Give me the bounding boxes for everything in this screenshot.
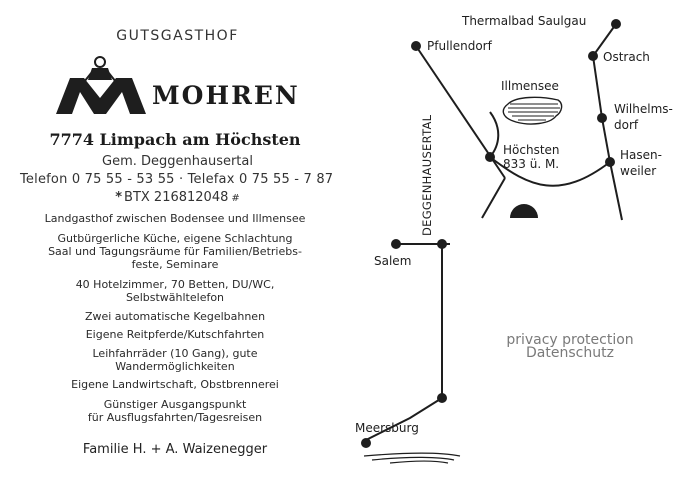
lake-bodensee-shore xyxy=(364,453,460,463)
limpach-hotel-marker xyxy=(510,204,538,218)
feature-line: Zwei automatische Kegelbahnen xyxy=(84,310,266,323)
btx-line xyxy=(0,190,355,205)
road-illmensee-hoechsten xyxy=(490,112,498,157)
hotel-name: MOHREN xyxy=(152,81,300,110)
family-signature: Familie H. + A. Waizenegger xyxy=(82,442,268,457)
dot-wilhelmsdorf xyxy=(597,113,607,123)
feature-line: Selbstwähltelefon xyxy=(125,291,225,304)
feature-line: Eigene Landwirtschaft, Obstbrennerei xyxy=(71,378,279,391)
kicker: GUTSGASTHOF xyxy=(116,28,239,44)
dot-hoechsten xyxy=(485,152,495,162)
dot-deggenhausertal-south xyxy=(437,393,447,403)
location-map xyxy=(350,0,700,488)
place-hasenweiler-line2: weiler xyxy=(620,164,657,178)
place-wilhelmsdorf-line1: Wilhelms- xyxy=(614,102,673,116)
address: 7774 Limpach am Höchsten xyxy=(49,130,301,149)
municipality: Gem. Deggenhausertal xyxy=(102,154,253,169)
valley-label: DEGGENHAUSERTAL xyxy=(420,114,434,236)
feature-line: Landgasthof zwischen Bodensee und Illmensee xyxy=(44,212,306,225)
btx-star: * xyxy=(115,190,123,205)
lake-illmensee xyxy=(503,97,561,124)
road-saulgau-hasenweiler xyxy=(593,24,616,162)
feature-line: 40 Hotelzimmer, 70 Betten, DU/WC, xyxy=(75,278,275,291)
feature-line: Wandermöglichkeiten xyxy=(115,360,235,373)
place-wilhelmsdorf-line2: dorf xyxy=(614,118,639,132)
phone-fax-line: Telefon 0 75 55 - 53 55 · Telefax 0 75 55 - 7 87 xyxy=(20,172,334,187)
feature-line: feste, Seminare xyxy=(131,258,219,271)
logo xyxy=(54,56,304,116)
btx-hash: # xyxy=(231,193,240,204)
feature-line: Saal und Tagungsräume für Familien/Betriebs- xyxy=(48,245,302,258)
feature-line: Günstiger Ausgangspunkt xyxy=(103,398,247,411)
dot-pfullendorf xyxy=(411,41,421,51)
feature-line: für Ausflugsfahrten/Tagesreisen xyxy=(87,411,263,424)
place-hoechsten-elevation: 833 ü. M. xyxy=(503,157,560,171)
place-pfullendorf: Pfullendorf xyxy=(427,39,492,53)
place-ostrach: Ostrach xyxy=(603,50,650,64)
place-illmensee: Illmensee xyxy=(501,79,559,93)
dot-meersburg xyxy=(361,438,371,448)
privacy-line-2: Datenschutz xyxy=(526,345,614,361)
feature-line: Leihfahrräder (10 Gang), gute xyxy=(92,347,258,360)
place-salem: Salem xyxy=(374,254,412,268)
hotel-info-panel xyxy=(0,0,345,488)
dot-deggenhausen xyxy=(437,239,447,249)
dot-hasenweiler xyxy=(605,157,615,167)
place-hasenweiler-line1: Hasen- xyxy=(620,148,662,162)
btx-number: BTX 216812048 xyxy=(124,190,229,205)
mohren-logo-icon xyxy=(54,56,154,118)
privacy-watermark xyxy=(480,334,660,360)
place-thermalbad-saulgau: Thermalbad Saulgau xyxy=(462,14,587,28)
privacy-line-1: privacy protection xyxy=(506,332,634,348)
road-hoechsten-west xyxy=(482,178,505,218)
dot-salem xyxy=(391,239,401,249)
feature-line: Eigene Reitpferde/Kutschfahrten xyxy=(85,328,265,341)
place-hoechsten: Höchsten xyxy=(503,143,560,157)
place-meersburg: Meersburg xyxy=(355,421,419,435)
feature-line: Gutbürgerliche Küche, eigene Schlachtung xyxy=(57,232,293,245)
dot-ostrach xyxy=(588,51,598,61)
dot-saulgau xyxy=(611,19,621,29)
